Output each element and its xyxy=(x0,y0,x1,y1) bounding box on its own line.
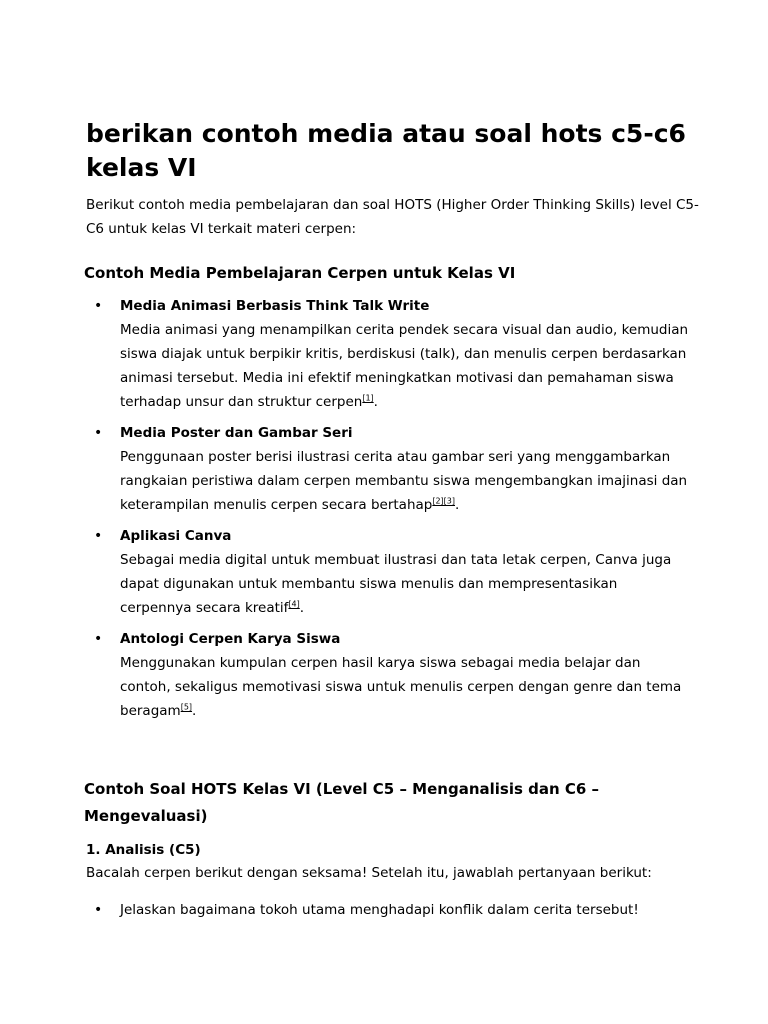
soal-instruction: Bacalah cerpen berikut dengan seksama! Setelah itu, jawablah pertanyaan berikut: xyxy=(86,865,652,881)
soal-sub-heading: 1. Analisis (C5) xyxy=(86,842,201,858)
media-section-heading: Contoh Media Pembelajaran Cerpen untuk Kelas VI xyxy=(84,264,516,282)
list-item-end: . xyxy=(299,600,305,616)
citation-link[interactable]: [2][3] xyxy=(432,496,456,506)
list-item xyxy=(90,524,690,620)
soal-section-heading: Contoh Soal HOTS Kelas VI (Level C5 – Menganalisis dan C6 – Mengevaluasi) xyxy=(84,780,600,825)
bullet-icon: • xyxy=(94,528,103,544)
list-item xyxy=(90,627,690,723)
list-item-text: Sebagai media digital untuk membuat ilustrasi dan tata letak cerpen, Canva juga dapat digunakan untuk membantu siswa menulis dan mempresentasikan cerpennya secara kreatif xyxy=(120,552,672,616)
list-item-title: Media Poster dan Gambar Seri xyxy=(120,425,353,441)
list-item-desc xyxy=(120,445,690,517)
list-item xyxy=(90,421,690,517)
list-item-text: Media animasi yang menampilkan cerita pendek secara visual dan audio, kemudian siswa diajak untuk berpikir kritis, berdiskusi (talk), dan menulis cerpen berdasarkan animasi tersebut. Media ini efektif meningkatkan motivasi dan pemahaman siswa terhadap unsur dan struktur cerpen xyxy=(120,322,689,410)
list-item-end: . xyxy=(192,703,197,719)
list-item-end: . xyxy=(455,497,460,513)
bullet-icon: • xyxy=(94,425,103,441)
list-item-desc xyxy=(120,651,690,723)
list-item-text: Jelaskan bagaimana tokoh utama menghadapi konflik dalam cerita tersebut! xyxy=(120,902,639,918)
list-item-title: Media Animasi Berbasis Think Talk Write xyxy=(120,298,430,314)
list-item-text: Menggunakan kumpulan cerpen hasil karya siswa sebagai media belajar dan contoh, sekaligus memotivasi siswa untuk menulis cerpen dengan genre dan tema beragam xyxy=(120,655,682,719)
bullet-icon: • xyxy=(94,298,103,314)
bullet-icon: • xyxy=(94,902,103,918)
list-item-desc xyxy=(120,548,690,620)
soal-list xyxy=(90,898,690,929)
list-item xyxy=(90,898,690,922)
list-item-desc xyxy=(120,318,690,414)
list-item-title: Aplikasi Canva xyxy=(120,528,232,544)
intro-paragraph: Berikut contoh media pembelajaran dan soal HOTS (Higher Order Thinking Skills) level C5-C6 untuk kelas VI terkait materi cerpen: xyxy=(86,197,699,237)
list-item-text: Penggunaan poster berisi ilustrasi cerita atau gambar seri yang menggambarkan rangkaian peristiwa dalam cerpen membantu siswa mengembangkan imajinasi dan keterampilan menulis cerpen secara bertahap xyxy=(120,449,688,513)
page-title: berikan contoh media atau soal hots c5-c6 kelas VI xyxy=(86,119,686,182)
citation-link[interactable]: [1] xyxy=(362,393,374,403)
list-item-end: . xyxy=(373,394,378,410)
list-item xyxy=(90,294,690,414)
list-item-title: Antologi Cerpen Karya Siswa xyxy=(120,631,341,647)
media-list xyxy=(90,294,690,730)
citation-link[interactable]: [5] xyxy=(180,702,193,712)
citation-link[interactable]: [4] xyxy=(288,599,300,609)
bullet-icon: • xyxy=(94,631,103,647)
